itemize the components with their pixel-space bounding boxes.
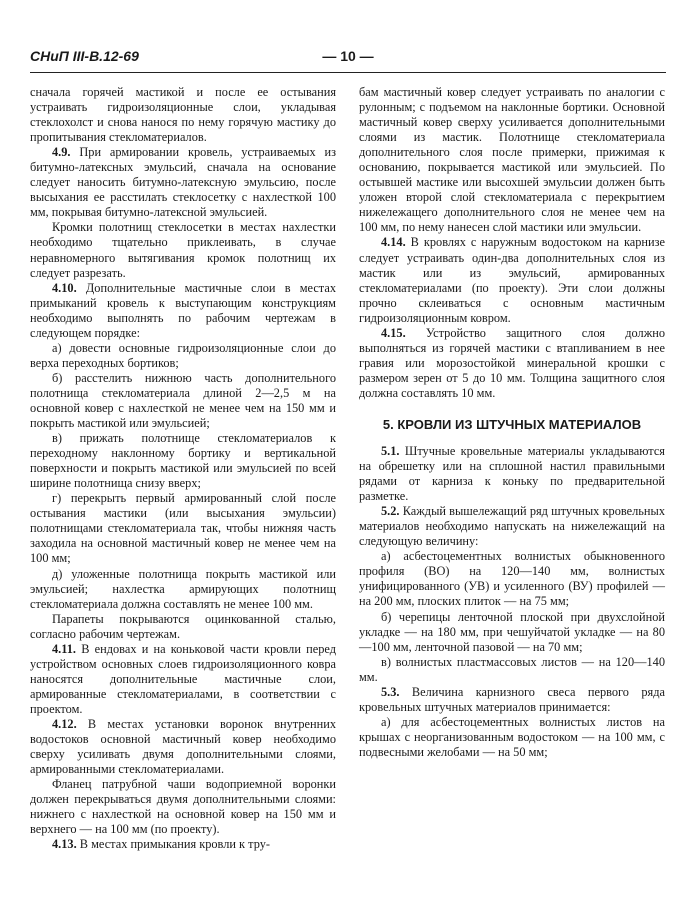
paragraph-text: а) асбестоцементных волнистых обыкновенного профиля (ВО) на 120—140 мм, волнистых унифицированного (УВ) и усиленного (ВУ) профилей — на 200 мм, плоских плиток — на 75 мм; [359,549,665,609]
paragraph [359,504,665,549]
paragraph [359,326,665,401]
document-code: СНиП III-В.12-69 [30,48,139,64]
paragraph [30,837,336,852]
paragraph-text: В местах установки воронок внутренних водостоков основной мастичный ковер необходимо сверху усиливать двумя дополнительными слоями, армированными стекломатериалами. [30,716,336,777]
paragraph-text: Кромки полотнищ стеклосетки в местах нахлестки необходимо тщательно приклеивать, в случае неравномерного вытягивания кромок полотнищ их следует разрезать. [30,220,336,280]
paragraph [30,431,336,491]
clause-number: 4.14. [381,235,406,250]
paragraph [359,655,665,685]
paragraph-text: д) уложенные полотнища покрыть мастикой или эмульсией; нахлестка армирующих полотнищ стекломатериала должна составлять не менее 100 мм. [30,566,336,611]
paragraph-text: в) волнистых пластмассовых листов — на 120—140 мм. [359,654,665,684]
paragraph-text: б) черепицы ленточной плоской при двухслойной укладке — на 180 мм, при чешуйчатой укладке — на 80—100 мм, ленточной пазовой — на 70 мм; [359,609,665,654]
paragraph [359,444,665,504]
paragraph [30,717,336,777]
paragraph-text: В кровлях с наружным водостоком на карнизе следует устраивать один-два дополнительных слоя из мастик или из эмульсий, армированных стекломатериалами (по проекту). Эти слои должны прочно склеиваться с основным мастичным гидроизоляционным ковром. [359,235,665,325]
paragraph-text: Парапеты покрываются оцинкованной сталью, согласно рабочим чертежам. [30,611,336,641]
paragraph-text: Фланец патрубной чаши водоприемной воронки должен перекрываться двумя дополнительными слоями: нижнего с нахлесткой на основной ковер на 150 мм и верхнего — на 100 мм (по проекту). [30,777,336,837]
page-number: — 10 — [322,48,374,64]
paragraph-continuation [359,85,665,235]
paragraph [30,567,336,612]
paragraph [359,549,665,609]
section-title: 5. КРОВЛИ ИЗ ШТУЧНЫХ МАТЕРИАЛОВ [382,416,642,432]
clause-number: 5.2. [381,504,400,519]
paragraph-continuation [30,85,336,145]
paragraph-text: Величина карнизного свеса первого ряда кровельных штучных материалов принимается: [359,684,665,714]
paragraph-text: в) прижать полотнище стекломатериалов к переходному наклонному бортику и вертикальной поверхности и покрыть мастикой или эмульсией по всей ширине полотнища снизу вверх; [30,431,336,491]
paragraph-text: бам мастичный ковер следует устраивать по аналогии с рулонным; с подъемом на наклонные бортики. Основной мастичный ковер сверху усиливается дополнительными слоями из мастик. Полотнище стекломатериала дополнительного слоя после примерки, прижимая к основанию, покрывается мастикой или эмульсией. По остывшей мастике или высохшей эмульсии должен быть уложен второй слой стекломатериала с перекрытием нижележащего дополнительного слоя не менее чем на 100 мм, по нему нанесен слой мастики или эмульсии. [359,85,665,235]
paragraph [359,235,665,325]
paragraph [359,715,665,760]
paragraph [359,685,665,715]
paragraph [30,371,336,431]
clause-number: 4.12. [52,716,77,731]
paragraph-text: Устройство защитного слоя должно выполняться из горячей мастики с втапливанием в нее гравия или морозостойкой минеральной крошки с размером зерен от 5 до 10 мм. Толщина защитного слоя должна составлять 10 мм. [359,325,665,400]
clause-number: 4.11. [52,641,77,656]
paragraph-text: а) довести основные гидроизоляционные слои до верха переходных бортиков; [30,340,336,370]
paragraph-text: сначала горячей мастикой и после ее остывания устраивать гидроизоляционные слои, укладывая стеклохолст и снова нанося по нему горячую мастику до пропитывания стекломатериалов. [30,85,336,145]
paragraph-text: б) расстелить нижнюю часть дополнительного полотнища стекломатериала длиной 2—2,5 м на основной ковер с нахлесткой не менее чем на 150 мм и покрыть мастикой или эмульсией; [30,370,336,431]
clause-number: 5.3. [381,684,400,699]
paragraph [30,145,336,220]
paragraph [30,491,336,566]
paragraph-text: г) перекрыть первый армированный слой после остывания мастики (или высыхания эмульсии) полотнищами стекломатериала так, чтобы нижняя часть заходила на основной мастичный ковер не менее чем на 100 мм; [30,491,336,566]
clause-number: 4.10. [52,280,77,295]
paragraph-text: Штучные кровельные материалы укладываются на обрешетку или на сплошной настил правильными рядами от карниза к коньку по предварительной разметке. [359,443,665,504]
paragraph-text: В местах примыкания кровли к тру- [76,837,270,852]
right-column [359,85,665,760]
paragraph [30,220,336,280]
clause-number: 4.9. [52,145,71,160]
paragraph-text: Дополнительные мастичные слои в местах примыканий кровель к выступающим конструкциям необходимо выполнять по рабочим чертежам в следующем порядке: [30,280,336,340]
paragraph [359,610,665,655]
paragraph [30,341,336,371]
clause-number: 4.13. [52,837,77,852]
paragraph [30,777,336,837]
clause-number: 4.15. [381,325,406,340]
paragraph-text: В ендовах и на коньковой части кровли перед устройством основных слоев гидроизоляционного ковра наносятся дополнительные мастичные слои, армированные стекломатериалами, в соответствии с проектом. [30,641,336,716]
paragraph [30,642,336,717]
paragraph-text: а) для асбестоцементных волнистых листов на крышах с неорганизованным водостоком — на 100 мм, с подвесными желобами — на 50 мм; [359,714,665,759]
paragraph [30,612,336,642]
paragraph-text: При армировании кровель, устраиваемых из битумно-латексных эмульсий, сначала на основание следует наносить битумно-латексную эмульсию, после высыхания ее расстилать стеклосетку с нахлесткой 100 мм, покрывая битумно-латексной эмульсией. [30,145,336,220]
paragraph [30,281,336,341]
page-header [30,48,666,73]
left-column [30,85,336,852]
clause-number: 5.1. [381,443,400,458]
paragraph-text: Каждый вышележащий ряд штучных кровельных материалов необходимо напускать на нижележащий на следующую величину: [359,504,665,549]
